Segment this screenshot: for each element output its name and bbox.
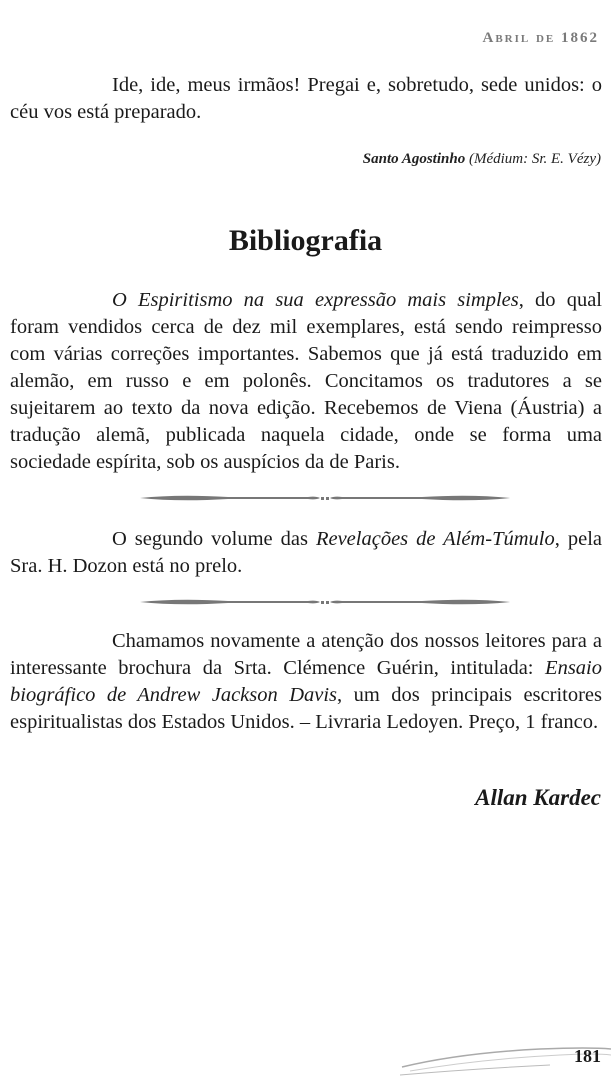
page-number: 181 (574, 1046, 601, 1066)
section-title: Bibliografia (228, 224, 383, 257)
closing-exhortation: Ide, ide, meus irmãos! Pregai e, sobretudo, sede unidos: o céu vos está preparado. (10, 74, 602, 123)
paragraph-1-text: , do qual foram vendidos cerca de dez mil exemplares, está sendo reimpresso com várias correções importantes. Sabemos que já está traduzido em alemão, em russo e em polonês. Concitamos os tradutores a se sujeitarem ao texto da nova edição. Recebemos de Viena (Áustria) a tradução alemã, publicada naquela cidade, onde se forma uma sociedade espírita, sob os auspícios da de Paris. (10, 289, 602, 473)
book-title-ensaio: Ensaio biográfico de Andrew Jackson Davis (10, 657, 602, 706)
ornamental-divider (138, 492, 512, 504)
book-title-revelacoes: Revelações de Além-Túmulo (315, 528, 555, 550)
attribution-author: Santo Agostinho (362, 151, 466, 167)
ornamental-divider (138, 596, 512, 608)
attribution (363, 151, 601, 168)
paragraph-3-tail: , um dos principais escritores espiritualistas dos Estados Unidos. – Livraria Ledoyen. Preço, 1 franco. (10, 684, 602, 733)
paragraph-2-tail: , pela Sra. H. Dozon está no prelo. (10, 528, 602, 577)
book-title-espiritismo: O Espiritismo na sua expressão mais simples (112, 289, 519, 311)
bibliography-paragraph-3 (10, 628, 602, 736)
paragraph-2-lead: O segundo volume das (112, 528, 316, 550)
bibliography-paragraph-1 (10, 287, 602, 476)
running-header: Abril de 1862 (482, 30, 599, 46)
bibliography-paragraph-2 (10, 526, 602, 580)
attribution-medium: (Médium: Sr. E. Vézy) (468, 151, 601, 167)
author-signature: Allan Kardec (475, 785, 601, 810)
paragraph-3-lead: Chamamos novamente a atenção dos nossos leitores para a interessante brochura da Srta. Clémence Guérin, intitulada: (10, 630, 602, 679)
